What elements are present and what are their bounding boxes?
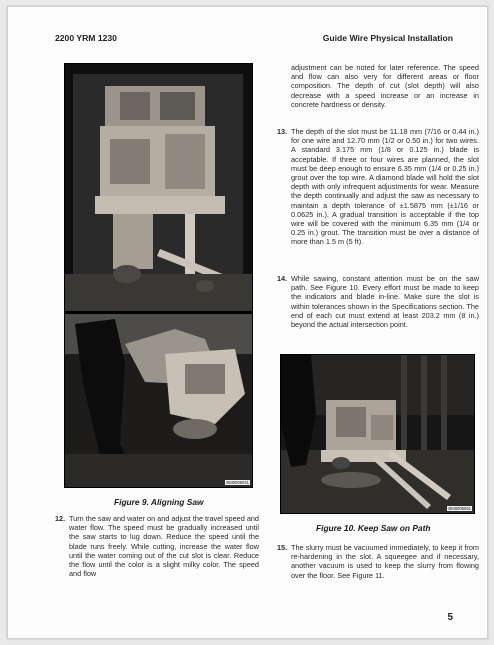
figure-10-photo	[280, 354, 475, 514]
figure-9-image-code: BM0005041	[226, 480, 249, 485]
step-12-continuation: adjustment can be noted for later reference. The speed and flow can also very for different areas or floor composition. The depth of cut (slot depth) will also decrease with a speed increase or an increase in concrete hardness or density.	[291, 63, 479, 109]
step-13-text: The depth of the slot must be 11.18 mm (7/16 or 0.44 in.) for one wire and 12.70 mm (1/2 or 0.50 in.) for two wires. A standard 3.175 mm (1/8 or 0.125 in.) blade is acceptable. If three or four wires are planned, the slot must be deep enough to ensure 6.35 mm (1/4 or 0.25 in.) grout over the top wire. A diamond blade will hold the slot depth with only infrequent adjustments for wear. Measure the depth continually and adjust the saw as necessary to maintain a depth tolerance of ±1.5875 mm (±1/16 or 0.0625 in.). A gradual transition is acceptable if the top wire will be covered with the minimum 6.35 mm (1/4 or 0.25 in.) grout. The transition must be over a distance of more than 1.5 m (5 ft).	[291, 127, 479, 247]
section-title: Guide Wire Physical Installation	[322, 33, 453, 43]
step-15-text: The slurry must be vacuumed immediately, to keep it from re-hardening in the slot. A squeegee and if necessary, another vacuum is used to keep the slurry from flowing over the floor. See Figure 11.	[291, 543, 479, 580]
step-13	[277, 127, 479, 247]
figure-10-image-code: BM0005051	[448, 506, 471, 511]
step-12	[55, 514, 259, 578]
page-number: 5	[447, 612, 453, 623]
step-12-number: 12.	[55, 514, 66, 523]
step-15-number: 15.	[277, 543, 288, 552]
figure-10-illustration	[281, 355, 474, 513]
step-12-text: Turn the saw and water on and adjust the travel speed and water flow. The speed must be gradually increased until the saw starts to lug down. Reduce the speed until the blade runs freely. While cutting, increase the water flow until the water coming out of the cut slot is clear. Reduce the flow until the color is a slight milky color. The speed and flow	[69, 514, 259, 579]
figure-10-caption: Figure 10. Keep Saw on Path	[316, 523, 431, 533]
step-15	[277, 543, 479, 580]
step-13-number: 13.	[277, 127, 288, 136]
figure-9-photo	[64, 63, 253, 488]
step-14-number: 14.	[277, 274, 288, 283]
step-14	[277, 274, 479, 329]
manual-page	[7, 6, 488, 639]
figure-9-caption: Figure 9. Aligning Saw	[114, 497, 204, 507]
step-14-text: While sawing, constant attention must be on the saw path. See Figure 10. Every effort must be made to keep the indicators and blade in-line. Make sure the slot is within tolerances shown in the Specifications section. The end of each cut must extend at least 203.2 mm (8 in.) beyond the actual intersection point.	[291, 274, 479, 330]
document-code: 2200 YRM 1230	[55, 33, 117, 43]
figure-9-illustration	[65, 64, 252, 487]
